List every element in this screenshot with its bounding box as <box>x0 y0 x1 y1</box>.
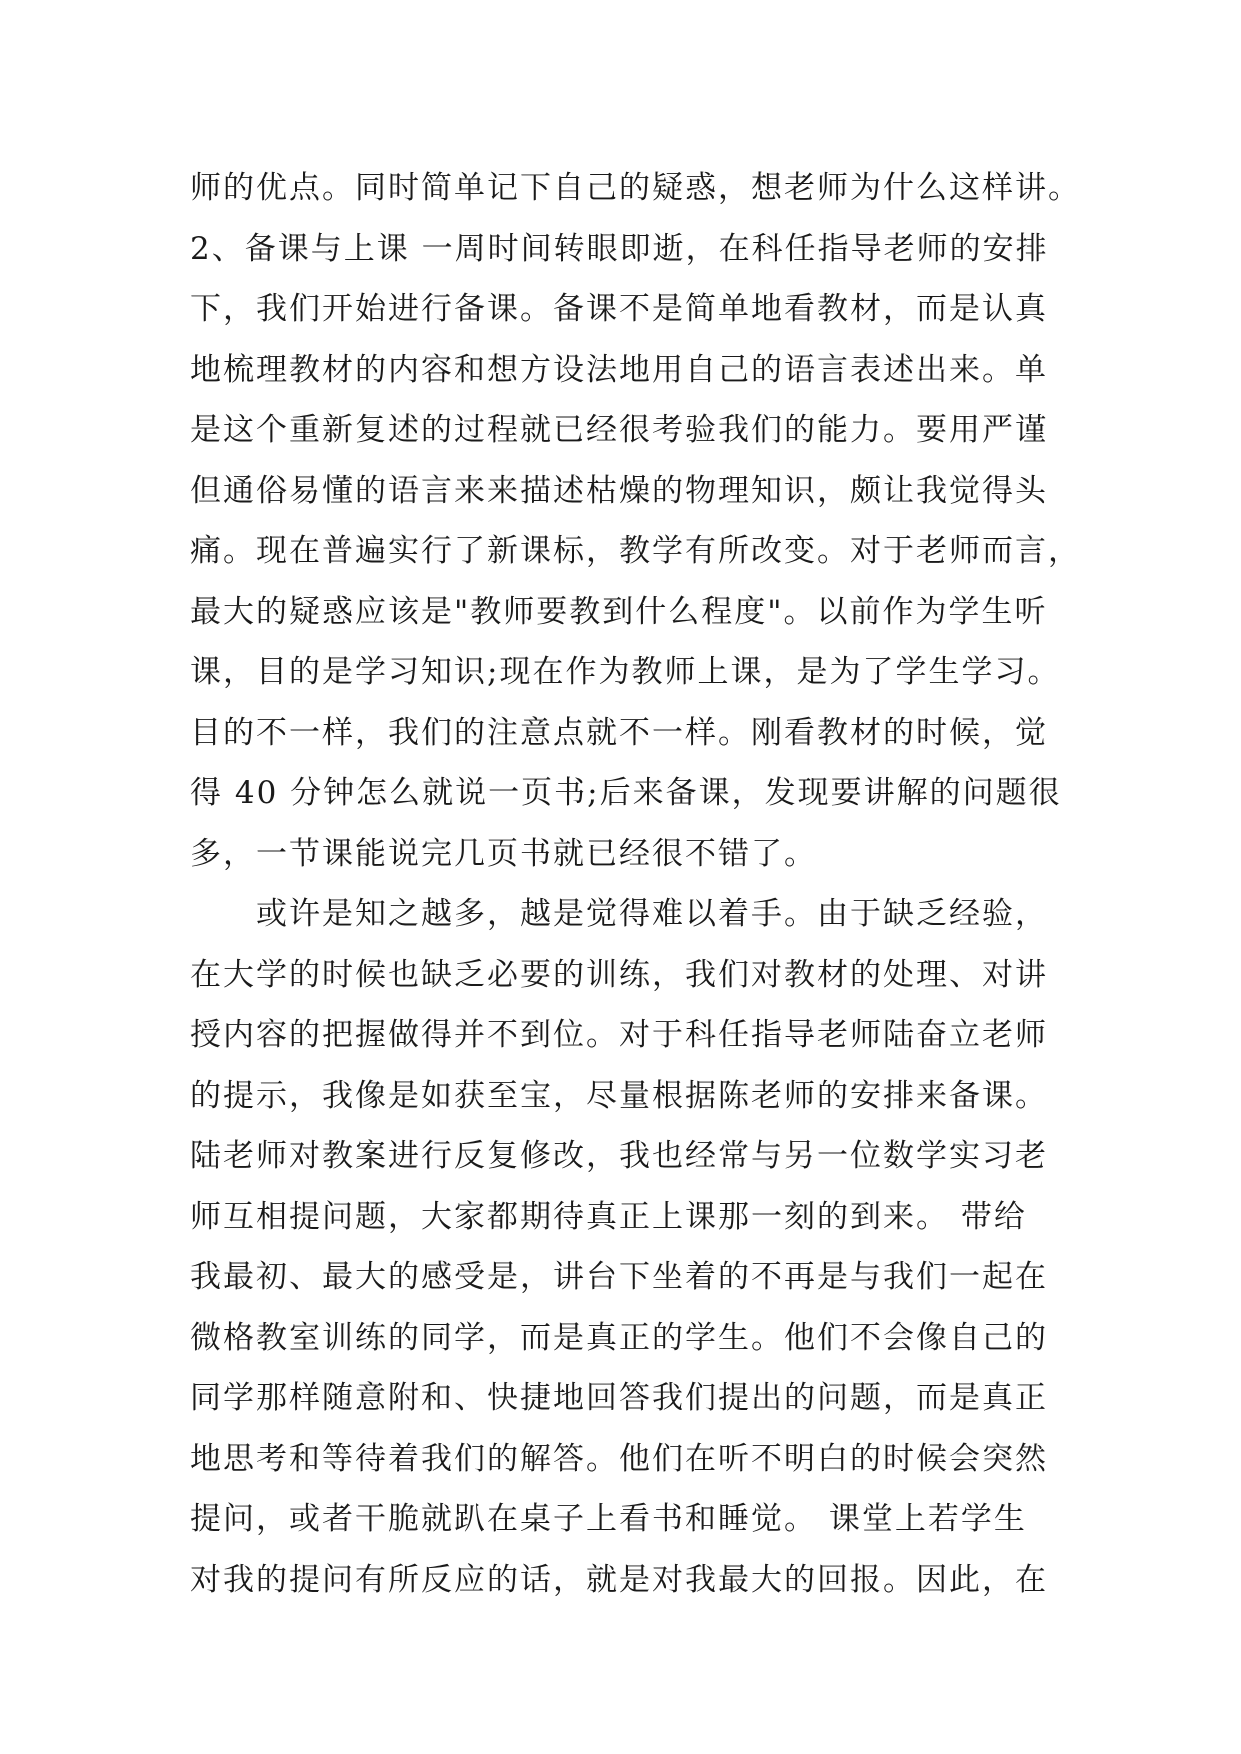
text-line: 痛。现在普遍实行了新课标，教学有所改变。对于老师而言， <box>190 533 1081 569</box>
document-body <box>190 158 1081 1610</box>
text-line: 得 40 分钟怎么就说一页书;后来备课，发现要讲解的问题很 <box>190 775 1062 811</box>
text-line: 师的优点。同时简单记下自己的疑惑，想老师为什么这样讲。 <box>190 170 1081 206</box>
text-line: 多，一节课能说完几页书就已经很不错了。 <box>190 835 817 872</box>
text-line: 的提示，我像是如获至宝，尽量根据陈老师的安排来备课。 <box>190 1077 1048 1114</box>
text-line: 对我的提问有所反应的话，就是对我最大的回报。因此，在 <box>190 1561 1048 1598</box>
text-line: 我最初、最大的感受是，讲台下坐着的不再是与我们一起在 <box>190 1259 1048 1295</box>
paragraph-start-line: 或许是知之越多，越是觉得难以着手。由于缺乏经验， <box>256 896 1048 932</box>
text-line: 目的不一样，我们的注意点就不一样。刚看教材的时候，觉 <box>190 714 1048 751</box>
text-line: 是这个重新复述的过程就已经很考验我们的能力。要用严谨 <box>190 412 1048 448</box>
text-line: 师互相提问题，大家都期待真正上课那一刻的到来。 带给 <box>190 1198 1027 1235</box>
text-line: 地梳理教材的内容和想方设法地用自己的语言表述出来。单 <box>190 351 1048 388</box>
text-line: 地思考和等待着我们的解答。他们在听不明白的时候会突然 <box>190 1440 1048 1477</box>
text-line: 课，目的是学习知识;现在作为教师上课，是为了学生学习。 <box>190 654 1061 690</box>
text-line: 提问，或者干脆就趴在桌子上看书和睡觉。 课堂上若学生 <box>190 1501 1027 1537</box>
text-line: 微格教室训练的同学，而是真正的学生。他们不会像自己的 <box>190 1319 1048 1356</box>
text-line: 但通俗易懂的语言来来描述枯燥的物理知识，颇让我觉得头 <box>190 472 1048 509</box>
text-line: 最大的疑惑应该是"教师要教到什么程度"。以前作为学生听 <box>190 593 1048 630</box>
text-line: 同学那样随意附和、快捷地回答我们提出的问题，而是真正 <box>190 1380 1048 1416</box>
text-line: 下，我们开始进行备课。备课不是简单地看教材，而是认真 <box>190 291 1048 327</box>
text-line: 2、备课与上课 一周时间转眼即逝，在科任指导老师的安排 <box>190 230 1049 267</box>
text-line: 授内容的把握做得并不到位。对于科任指导老师陆奋立老师 <box>190 1017 1048 1053</box>
text-line: 陆老师对教案进行反复修改，我也经常与另一位数学实习老 <box>190 1138 1048 1174</box>
text-line: 在大学的时候也缺乏必要的训练，我们对教材的处理、对讲 <box>190 956 1048 993</box>
